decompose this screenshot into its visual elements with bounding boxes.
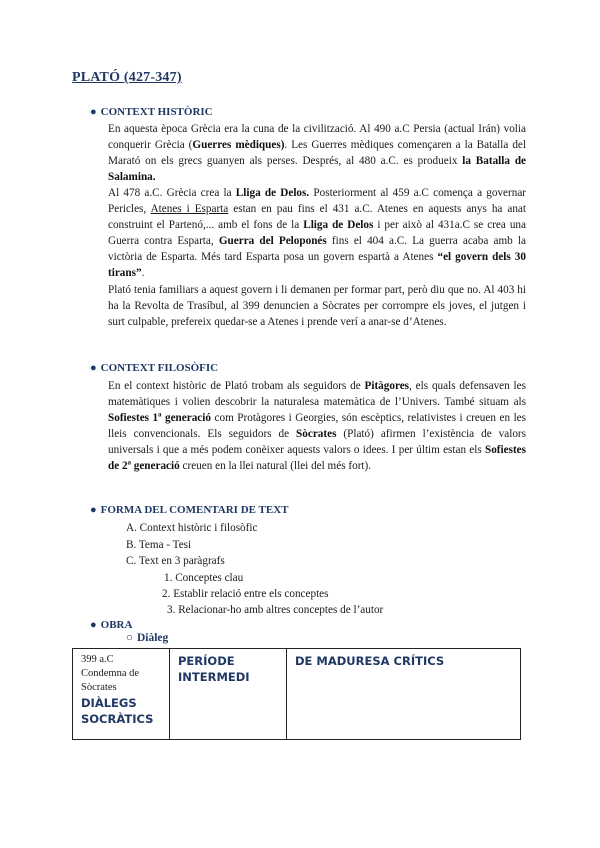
text-run: com Protàgores i Georgies, són escèptics, relativistes i creuen en les lleis convencionals. Els seguidors de <box>108 412 526 440</box>
text-run: estan en pau fins el 431 a.C. Atenes en aquests anys ha anat construint el Partenó,... amb el fons de la <box>108 203 526 231</box>
bold-run: la Batalla de Salamina. <box>108 155 527 183</box>
heading-text: FORMA DEL COMENTARI DE TEXT <box>100 504 289 516</box>
bullet-icon: ● <box>90 504 97 516</box>
bold-run: Sofiestes 1ª generació <box>108 412 211 424</box>
paragraph-historic-1 <box>108 121 526 185</box>
cell-line: Sòcrates <box>81 682 117 693</box>
bullet-icon: ● <box>90 106 97 118</box>
list-item: A. Context històric i filosòfic <box>126 522 258 534</box>
sub-heading-text: Diàleg <box>136 632 169 644</box>
cell-line: Condemna de <box>81 668 140 679</box>
sub-list-item: 1. Conceptes clau <box>164 572 244 584</box>
bold-run: Sofiestes de 2ª generació <box>108 444 526 472</box>
bold-run: Sòcrates <box>296 428 337 440</box>
text-run: Posteriorment al 459 a.C comença a governar Pericles, <box>108 187 527 215</box>
obra-table <box>72 648 521 740</box>
bullet-icon: ● <box>90 362 97 374</box>
text-run: En aquesta època Grècia era la cuna de la civilització. Al 490 a.C Persia (actual Irán) volia conquerir Grècia ( <box>108 123 526 151</box>
list-item: C. Text en 3 paràgrafs <box>126 555 225 567</box>
page-title: PLATÓ (427-347) <box>72 70 182 85</box>
text-run: (Plató) afirmen l’existència de valors universals i que a més podem conèixer aquests valors o idees. I per últim estan els <box>108 428 526 456</box>
table-cell-maduresa-critics <box>287 649 521 740</box>
paragraph-filosofic-1 <box>108 378 526 474</box>
cell-title: DE MADURESA CRÍTICS <box>295 654 445 668</box>
sub-list-item: 2. Establir relació entre els conceptes <box>162 588 329 600</box>
bold-run: Pitàgores <box>364 380 410 392</box>
table-row <box>73 649 521 740</box>
underlined-run: Atenes i Esparta <box>150 203 229 215</box>
paragraph-historic-2 <box>108 185 526 281</box>
text-run: . <box>141 267 145 279</box>
text-run: creuen en la llei natural (llei del més fort). <box>179 460 372 472</box>
cell-line: 399 a.C <box>81 654 114 665</box>
list-item: B. Tema - Tesi <box>126 539 192 551</box>
bold-run: Guerra del Peloponés <box>218 235 327 247</box>
section-heading-obra <box>90 619 132 631</box>
bold-run: “el govern dels 30 tirans” <box>108 251 526 279</box>
bold-run: Guerres mèdiques) <box>192 139 285 151</box>
table-cell-dialegs-socratics <box>73 649 170 740</box>
section-heading-context-historic <box>90 106 213 118</box>
text-run: . Les Guerres mèdiques començaren a la Batalla del Marató on els grecs guanyen als perses. Després, al 480 a.C. es produeix <box>108 139 526 167</box>
text-run: fins el 404 a.C. La guerra acaba amb la victòria de Esparta. Més tard Esparta posa un govern espartà a Atenes <box>108 235 526 263</box>
heading-text: OBRA <box>100 619 133 631</box>
hollow-circle-icon: ○ <box>126 632 133 644</box>
text-run: Al 478 a.C. Grècia crea la <box>108 187 236 199</box>
text-run: , els quals defensaven les matemàtiques i volien descobrir la naturalesa matemàtica de l’Univers. També situam als <box>108 380 526 408</box>
cell-title: PERÍODE INTERMEDI <box>178 654 250 684</box>
sub-heading-dialeg <box>126 632 168 644</box>
bullet-icon: ● <box>90 619 97 631</box>
table-cell-periode-intermedi <box>170 649 287 740</box>
bold-run: Lliga de Delos. <box>235 187 310 199</box>
text-run: En el context històric de Plató trobam als seguidors de <box>108 380 365 392</box>
section-heading-forma <box>90 504 289 516</box>
paragraph-historic-3: Plató tenia familiars a aquest govern i li demanen per formar part, però diu que no. Al 403 hi ha la Revolta de Trasíbul, al 399 denuncien a Sòcrates per corrompre els joves, el jutgen i surt culpable, prefereix quedar-se a Atenes i prende verí a anar-se d’Atenes. <box>108 284 526 328</box>
bold-run: Lliga de Delos <box>303 219 374 231</box>
section-heading-context-filosofic <box>90 362 218 374</box>
heading-text: CONTEXT HISTÒRIC <box>100 106 213 118</box>
heading-text: CONTEXT FILOSÒFIC <box>100 362 219 374</box>
text-run: i per això al 431a.C se crea una Guerra contra Esparta, <box>108 219 526 247</box>
cell-title: DIÀLEGS SOCRÀTICS <box>81 696 154 726</box>
sub-list-item: 3. Relacionar-ho amb altres conceptes de l’autor <box>167 604 384 616</box>
